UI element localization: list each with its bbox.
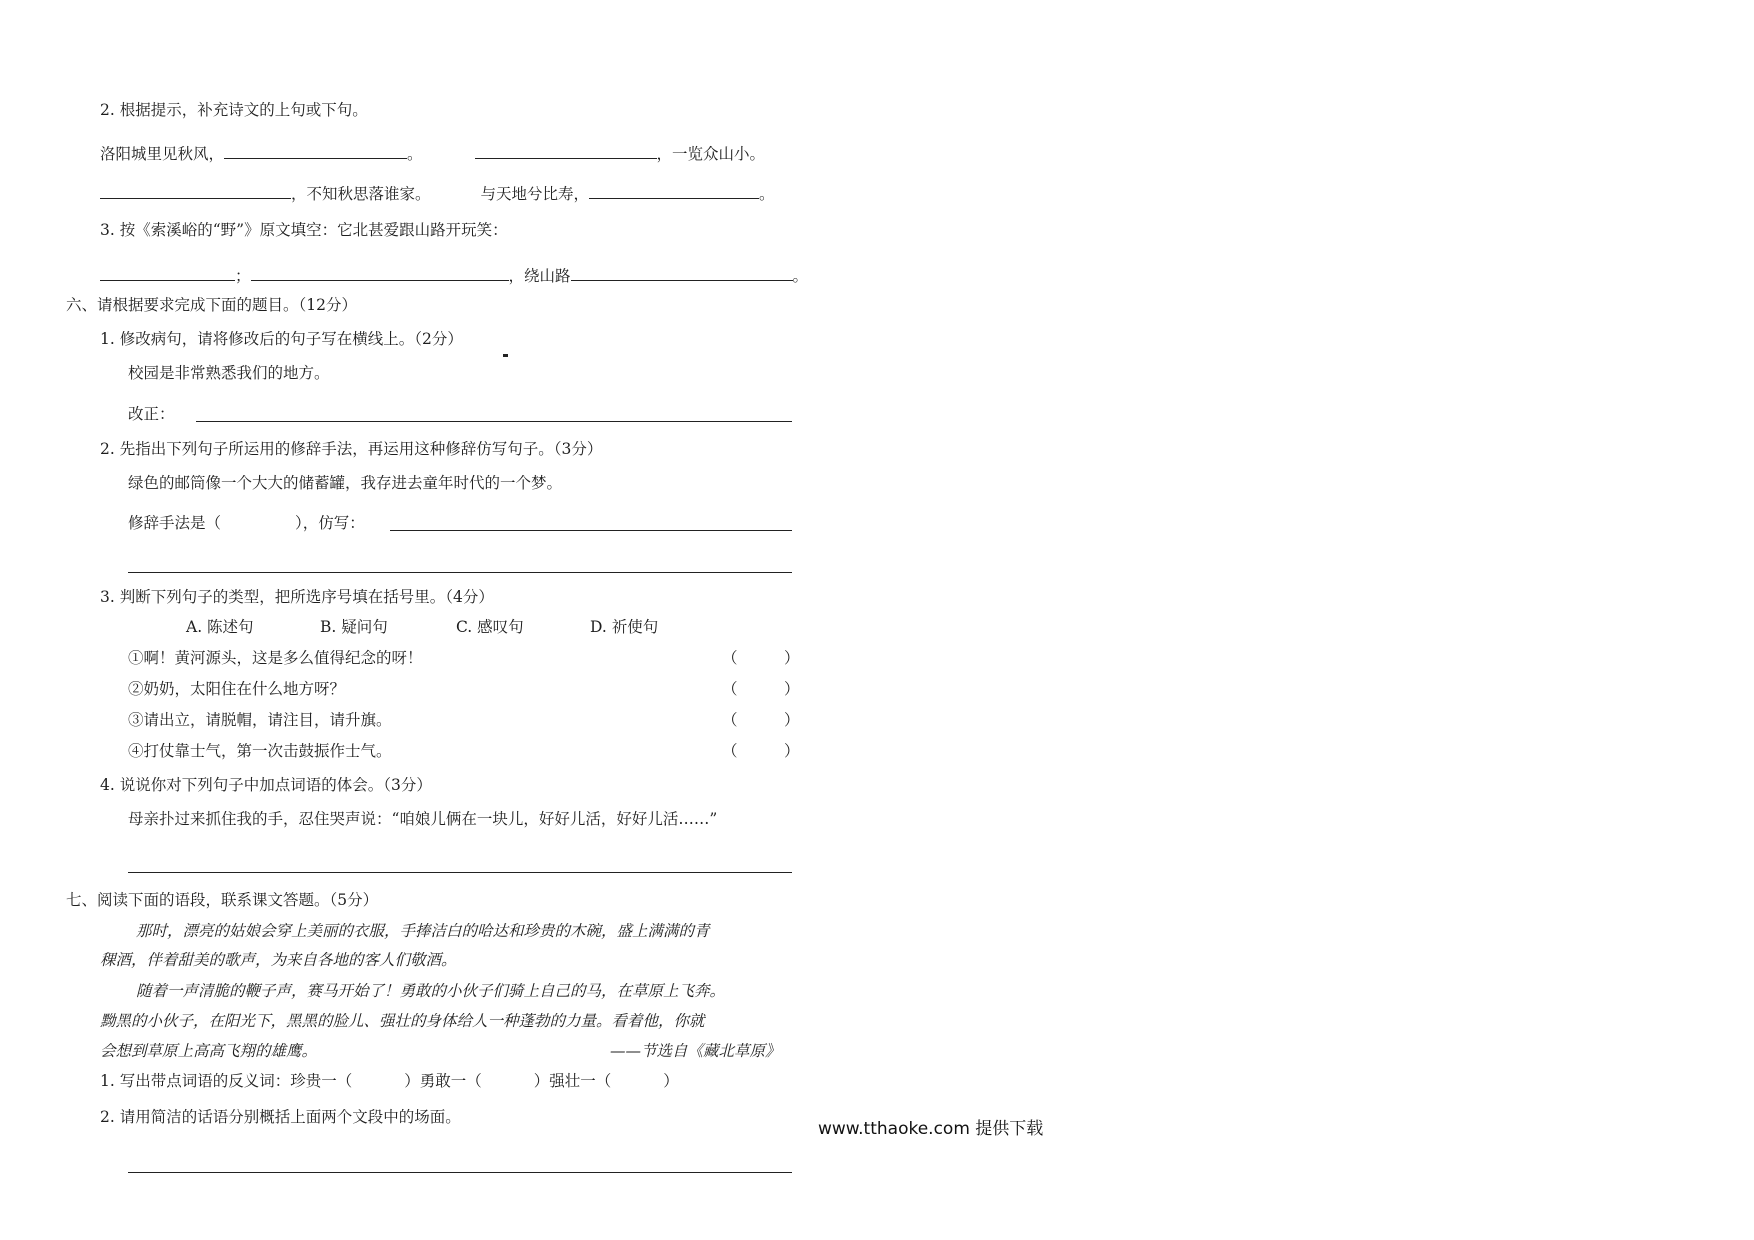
answer-blank-3[interactable]: [100, 182, 291, 199]
q5-2-line2: ，不知秋思落谁家。 与天地兮比寿， 。: [100, 182, 775, 203]
q6-3-answer-1[interactable]: （ ）: [722, 649, 800, 667]
q5-3-line2: ； ，绕山路 。: [100, 264, 808, 285]
q6-3-option-b: B. 疑问句: [320, 618, 388, 636]
q6-3-label: 3. 判断下列句子的类型，把所选序号填在括号里。（4分）: [100, 588, 494, 606]
q6-3-answer-2[interactable]: （ ）: [722, 680, 800, 698]
q6-2-answer-row: 修辞手法是（ ），仿写：: [128, 514, 365, 532]
reading-para2-line3: 会想到草原上高高飞翔的雄鹰。: [100, 1042, 318, 1060]
poem-prompt-4: 与天地兮比寿，: [480, 185, 590, 203]
answer-blank-2[interactable]: [475, 142, 657, 159]
section7-heading: 七、阅读下面的语段，联系课文答题。（5分）: [66, 891, 379, 909]
q6-4-sentence: 母亲扑过来抓住我的手，忍住哭声说：“咱娘儿俩在一块儿，好好儿活，好好儿活……”: [128, 810, 718, 828]
section6-heading: 六、请根据要求完成下面的题目。（12分）: [66, 296, 357, 314]
q6-4-label: 4. 说说你对下列句子中加点词语的体会。（3分）: [100, 776, 432, 794]
answer-blank-5[interactable]: [100, 264, 235, 281]
q6-3-item-2: ②奶奶，太阳住在什么地方呀？: [128, 680, 346, 698]
poem-prompt-1: 洛阳城里见秋风，: [100, 145, 225, 163]
poem-prompt-2: ，一览众山小。: [656, 145, 766, 163]
ink-speck: [503, 354, 508, 357]
q6-1-sentence: 校园是非常熟悉我们的地方。: [128, 364, 330, 382]
reading-source: ——节选自《藏北草原》: [610, 1042, 781, 1060]
watermark: www.tthaoke.com 提供下载: [818, 1119, 1044, 1139]
q5-2-label: 2. 根据提示，补充诗文的上句或下句。: [100, 101, 368, 119]
q7-2-answer-line[interactable]: [128, 1172, 792, 1173]
poem-prompt-3: ，不知秋思落谁家。: [291, 185, 431, 203]
answer-blank-6[interactable]: [251, 264, 509, 281]
q6-3-item-4: ④打仗靠士气，第一次击鼓振作士气。: [128, 742, 392, 760]
q7-2-label: 2. 请用简洁的话语分别概括上面两个文段中的场面。: [100, 1108, 461, 1126]
reading-para2-line1: 随着一声清脆的鞭子声，赛马开始了！勇敢的小伙子们骑上自己的马，在草原上飞奔。: [136, 982, 726, 1000]
q6-3-option-a: A. 陈述句: [186, 618, 254, 636]
q6-3-option-c: C. 感叹句: [456, 618, 524, 636]
q6-4-answer-line[interactable]: [128, 872, 792, 873]
q6-3-item-3: ③请出立，请脱帽，请注目，请升旗。: [128, 711, 392, 729]
q6-1-answer-label: 改正：: [128, 405, 175, 423]
q6-3-answer-3[interactable]: （ ）: [722, 711, 800, 729]
q5-3-label: 3. 按《索溪峪的“野”》原文填空：它北甚爱跟山路开玩笑：: [100, 221, 508, 239]
q6-1-answer-line[interactable]: [196, 421, 792, 422]
answer-blank-4[interactable]: [589, 182, 759, 199]
answer-blank-7[interactable]: [571, 264, 793, 281]
q6-3-item-1: ①啊！黄河源头，这是多么值得纪念的呀！: [128, 649, 423, 667]
q6-1-label: 1. 修改病句，请将修改后的句子写在横线上。（2分）: [100, 330, 463, 348]
q6-3-answer-4[interactable]: （ ）: [722, 742, 800, 760]
answer-blank-1[interactable]: [224, 142, 407, 159]
q7-1-row: 1. 写出带点词语的反义词：珍贵一（ ）勇敢一（ ）强壮一（ ）: [100, 1072, 679, 1090]
q5-2-line1: 洛阳城里见秋风， 。 ，一览众山小。: [100, 142, 765, 163]
q6-2-imitation-line-1[interactable]: [390, 530, 792, 531]
q6-3-option-d: D. 祈使句: [590, 618, 659, 636]
reading-para2-line2: 黝黑的小伙子，在阳光下，黑黑的脸儿、强壮的身体给人一种蓬勃的力量。看着他，你就: [100, 1012, 705, 1030]
q6-2-label: 2. 先指出下列句子所运用的修辞手法，再运用这种修辞仿写句子。（3分）: [100, 440, 603, 458]
q6-2-imitation-line-2[interactable]: [128, 572, 792, 573]
reading-para1-line2: 稞酒，伴着甜美的歌声，为来自各地的客人们敬酒。: [100, 951, 457, 969]
reading-para1-line1: 那时，漂亮的姑娘会穿上美丽的衣服，手捧洁白的哈达和珍贵的木碗，盛上满满的青: [136, 922, 710, 940]
q6-2-sentence: 绿色的邮筒像一个大大的储蓄罐，我存进去童年时代的一个梦。: [128, 474, 563, 492]
